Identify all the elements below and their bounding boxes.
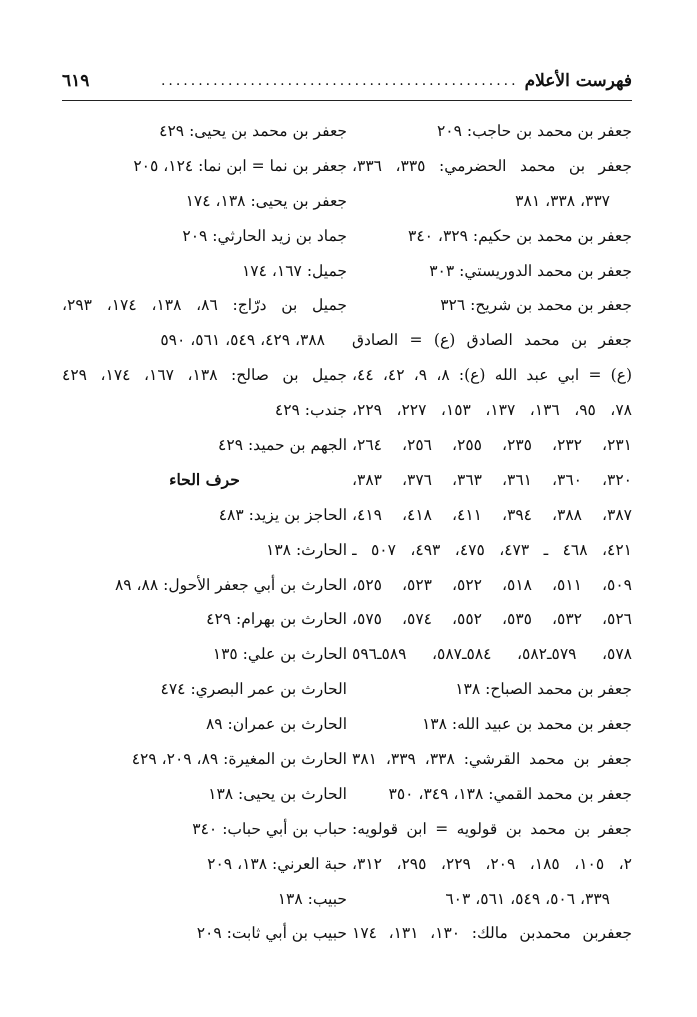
index-entry-line: جعفر بن محمد بن قولويه = ابن قولويه: (352, 819, 632, 838)
index-entry-line: جعفر بن محمد بن عبيد الله: ١٣٨ (421, 715, 632, 734)
index-entry-line: جعفر بن محمد بن حكيم: ٣٢٩، ٣٤٠ (408, 226, 632, 245)
index-entry-line: جميل بن صالح: ١٣٨، ١٦٧، ١٧٤، ٤٢٩ (62, 366, 347, 385)
page-number: ٦١٩ (62, 71, 90, 91)
index-entry-line: جعفر بن محمد الحضرمي: ٣٣٥، ٣٣٦، (352, 156, 632, 175)
index-entry-line: ٧٨، ٩٥، ١٣٦، ١٣٧، ١٥٣، ٢٢٧، ٢٢٩، (352, 401, 632, 420)
index-entry-line: الحارث بن بهرام: ٤٢٩ (206, 610, 347, 629)
index-column-right (352, 114, 632, 951)
index-entry-line: حبيب بن أبي ثابت: ٢٠٩ (196, 924, 347, 943)
index-entry-line: جعفربن محمدبن مالك: ١٣٠، ١٣١، ١٧٤ (352, 924, 632, 943)
index-column-left (62, 114, 347, 951)
index-entry-line: جعفر بن يحيى: ١٣٨، ١٧٤ (185, 191, 347, 210)
index-entry-line: ٣٣٩، ٥٠٦، ٥٤٩، ٥٦١، ٦٠٣ (445, 889, 610, 908)
index-entry-line: جعفر بن محمد بن يحيى: ٤٢٩ (159, 122, 347, 140)
index-entry-line: حبة العرني: ١٣٨، ٢٠٩ (207, 854, 347, 873)
index-entry-line: حباب بن أبي حباب: ٣٤٠ (192, 819, 347, 838)
index-entry-line: الحاجز بن يزيد: ٤٨٣ (218, 505, 347, 524)
index-entry-line: جعفر بن محمد بن شريح: ٣٢٦ (440, 296, 632, 315)
index-entry-line: جعفر بن محمد القمي: ١٣٨، ٣٤٩، ٣٥٠ (388, 784, 632, 803)
header-title: فهرست الأعلام (524, 71, 632, 91)
index-entry-line: جندب: ٤٢٩ (274, 401, 347, 420)
index-entry-line: ٢، ١٠٥، ١٨٥، ٢٠٩، ٢٢٩، ٢٩٥، ٣١٢، (352, 854, 632, 873)
index-entry-line: (ع) = ابي عبد الله (ع): ٨، ٩، ٤٢، ٤٤، (352, 366, 632, 385)
index-entry-line: ٥٠٩، ٥١١، ٥١٨، ٥٢٢، ٥٢٣، ٥٢٥، (352, 575, 632, 594)
running-header (62, 66, 632, 96)
index-entry-line: ٥٢٦، ٥٣٢، ٥٣٥، ٥٥٢، ٥٧٤، ٥٧٥، (352, 610, 632, 629)
index-entry-line: ٥٧٨، ٥٧٩ـ٥٨٢، ٥٨٤ـ٥٨٧، ٥٨٩ـ٥٩٦ (352, 645, 632, 664)
index-entry-line: ٢٣١، ٢٣٢، ٢٣٥، ٢٥٥، ٢٥٦، ٢٦٤، (352, 436, 632, 455)
index-entry-line: الحارث بن يحيى: ١٣٨ (208, 784, 347, 803)
index-entry-line: الجهم بن حميد: ٤٢٩ (218, 436, 347, 455)
index-entry-line: جميل بن درّاج: ٨٦، ١٣٨، ١٧٤، ٢٩٣، (62, 296, 347, 315)
index-entry-line: حبيب: ١٣٨ (277, 889, 347, 908)
index-entry-line: جميل: ١٦٧، ١٧٤ (241, 261, 347, 280)
section-heading: حرف الحاء (169, 469, 240, 489)
index-entry-line: جعفر بن محمد الصادق (ع) = الصادق (352, 331, 632, 350)
index-entry-line: الحارث بن علي: ١٣٥ (212, 645, 347, 664)
index-entry-line: الحارث بن عمران: ٨٩ (205, 715, 347, 734)
index-entry-line: جعفر بن محمد الصباح: ١٣٨ (455, 680, 632, 699)
index-entry-line: ٣٨٧، ٣٨٨، ٣٩٤، ٤١١، ٤١٨، ٤١٩، (352, 505, 632, 524)
index-entry-line: الحارث بن المغيرة: ٨٩، ٢٠٩، ٤٢٩ (131, 750, 347, 769)
header-rule (62, 100, 632, 101)
index-entry-line: الحارث بن أبي جعفر الأحول: ٨٨، ٨٩ (114, 575, 347, 594)
index-entry-line: جعفر بن محمد بن حاجب: ٢٠٩ (436, 122, 632, 140)
index-entry-line: جعفر بن نما = ابن نما: ١٢٤، ٢٠٥ (133, 156, 347, 175)
index-entry-line: الحارث: ١٣٨ (266, 540, 347, 559)
index-entry-line: جعفر بن محمد الدوريستي: ٣٠٣ (429, 261, 632, 280)
index-entry-line: جعفر بن محمد القرشي: ٣٣٨، ٣٣٩، ٣٨١ (352, 750, 632, 769)
index-entry-line: ٣٨٨، ٤٢٩، ٥٤٩، ٥٦١، ٥٩٠ (160, 331, 325, 350)
index-entry-line: جماد بن زيد الحارثي: ٢٠٩ (182, 226, 347, 245)
index-entry-line: ٣٣٧، ٣٣٨، ٣٨١ (515, 191, 610, 210)
index-entry-line: ٤٢١، ٤٦٨ ـ ٤٧٣، ٤٧٥، ٤٩٣، ٥٠٧ ـ (352, 540, 632, 559)
header-leader-dots: ................................................ (160, 73, 519, 89)
index-entry-line: الحارث بن عمر البصري: ٤٧٤ (160, 680, 347, 699)
index-entry-line: ٣٢٠، ٣٦٠، ٣٦١، ٣٦٣، ٣٧٦، ٣٨٣، (352, 470, 632, 489)
